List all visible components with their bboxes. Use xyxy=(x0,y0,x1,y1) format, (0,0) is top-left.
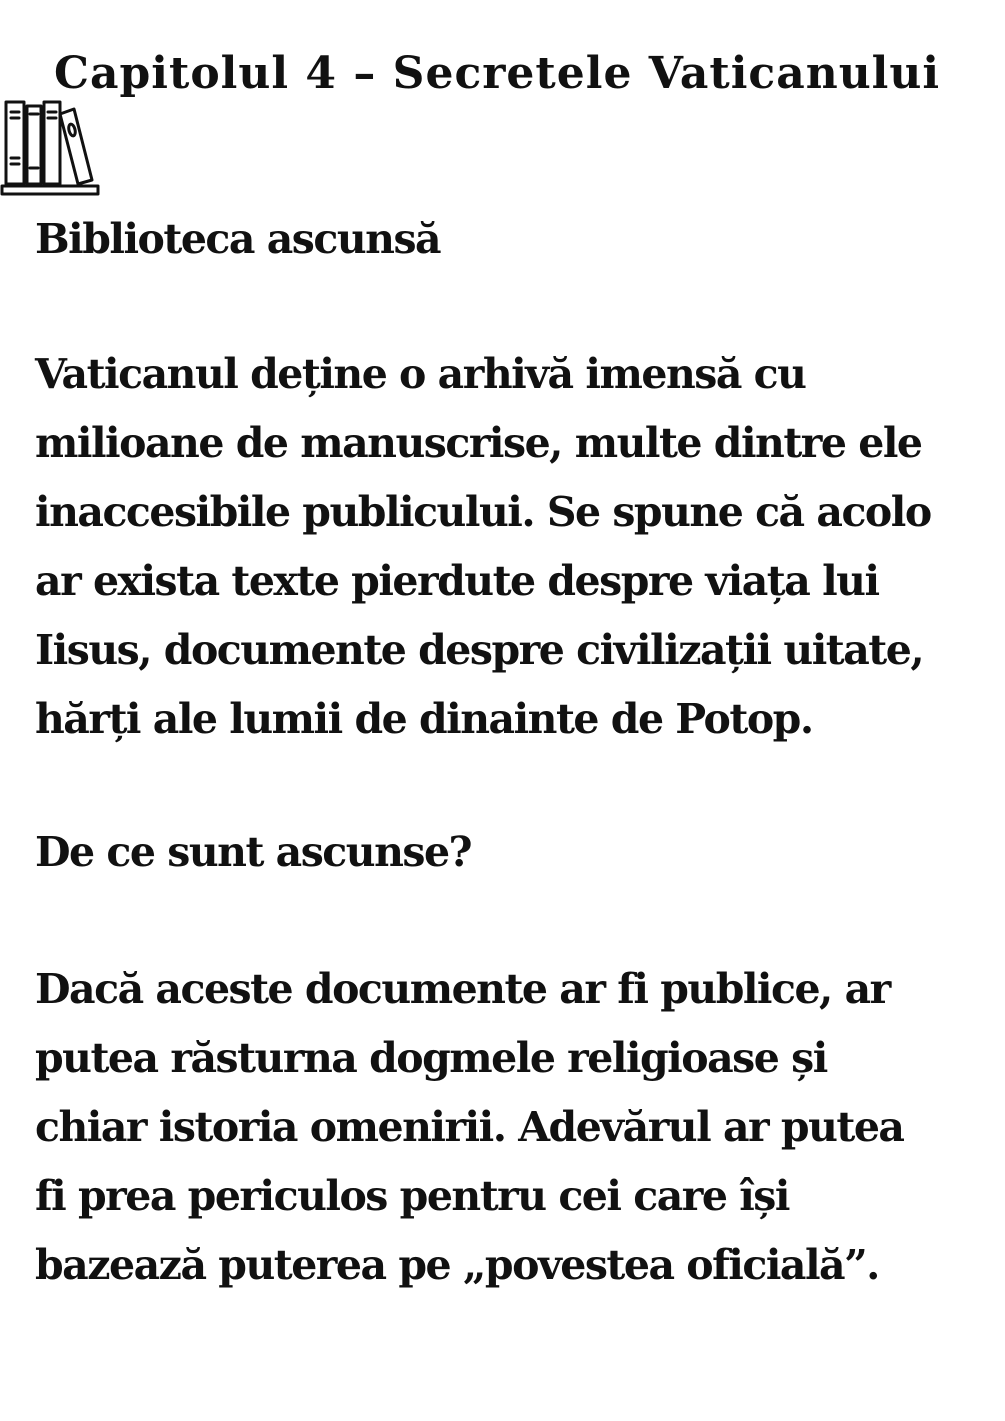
books-on-shelf-icon xyxy=(0,100,100,198)
paragraph-line: putea răsturna dogmele religioase și xyxy=(35,1034,827,1082)
paragraph-why-hidden xyxy=(35,955,903,1300)
paragraph-line: milioane de manuscrise, multe dintre ele xyxy=(35,419,922,467)
paragraph-line: Iisus, documente despre civilizații uitate, xyxy=(35,626,924,674)
paragraph-line: hărți ale lumii de dinainte de Potop. xyxy=(35,695,813,743)
paragraph-line: Vaticanul deține o arhivă imensă cu xyxy=(35,350,806,398)
section-heading: Biblioteca ascunsă xyxy=(35,215,441,263)
paragraph-line: ar exista texte pierdute despre viața lui xyxy=(35,557,879,605)
paragraph-line: Dacă aceste documente ar fi publice, ar xyxy=(35,965,890,1013)
paragraph-hidden-library xyxy=(35,340,931,754)
paragraph-line: chiar istoria omenirii. Adevărul ar putea xyxy=(35,1103,904,1151)
paragraph-line: bazează puterea pe „povestea oficială”. xyxy=(35,1241,879,1289)
paragraph-line: fi prea periculos pentru cei care își xyxy=(35,1172,789,1220)
chapter-title: Capitolul 4 – Secretele Vaticanului xyxy=(54,48,941,99)
paragraph-line: inaccesibile publicului. Se spune că acolo xyxy=(35,488,931,536)
question-heading: De ce sunt ascunse? xyxy=(35,828,472,876)
